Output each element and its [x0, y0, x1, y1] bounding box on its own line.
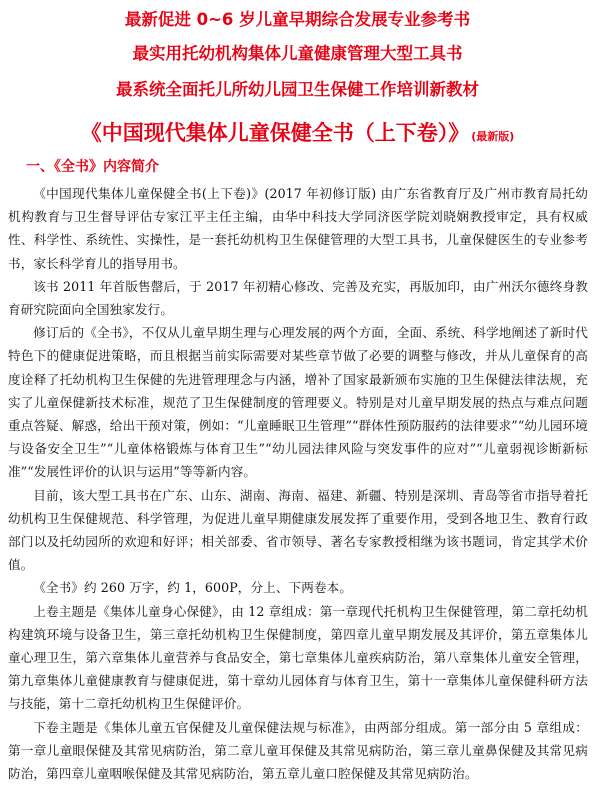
headline-2: 最实用托幼机构集体儿童健康管理大型工具书 [132, 44, 463, 63]
paragraph: 该书 2011 年首版售罄后，于 2017 年初精心修改、完善及充实，再版加印，由广州沃尔德终身教育研究院面向全国独家发行。 [8, 278, 588, 318]
paragraph: 目前，该大型工具书在广东、山东、湖南、海南、福建、新疆、特别是深圳、青岛等省市指导着托幼机构卫生保健规范、科学管理，为促进儿童早期健康发展发挥了重要作用，受到各地卫生、教育行政部门以及托幼园所的欢迎和好评；相关部委、省市领导、著名专家教授相继为该书题词，肯定其学术价值。 [8, 487, 588, 573]
paragraph: 下卷主题是《集体儿童五官保健及儿童保健法规与标准》，由两部分组成。第一部分由 5 章组成：第一章儿童眼保健及其常见病防治，第二章儿童耳保健及其常见病防治，第三章儿童鼻保健及其常见病防治，第四章儿童咽喉保健及其常见病防治，第五章儿童口腔保健及其常见病防治。 [8, 719, 588, 782]
headline-1: 最新促进 0~6 岁儿童早期综合发展专业参考书 [124, 10, 471, 29]
book-title: 《中国现代集体儿童保健全书（上下卷）》 [80, 121, 470, 145]
paragraph: 修订后的《全书》，不仅从儿童早期生理与心理发展的两个方面，全面、系统、科学地阐述了新时代特色下的健康促进策略，而且根据当前实际需要对某些章节做了必要的调整与修改，并从儿童保育的高度诠释了托幼机构卫生保健的先进管理理念与内涵，增补了国家最新颁布实施的卫生保健法律法规，充实了儿童保健新技术标准，规范了卫生保健制度的管理要义。特别是对儿童早期发展的热点与难点问题重点答疑、解惑，给出干预对策，例如：“儿童睡眠卫生管理”“群体性预防服药的法律要求”“幼儿园环境与设备安全卫生”“儿童体格锻炼与体育卫生”“幼儿园法律风险与突发事件的应对”“儿童弱视诊断新标准”“发展性评价的认识与运用”等等新内容。 [8, 325, 588, 480]
section-heading: 一、《全书》内容简介 [26, 159, 159, 175]
body-text [8, 182, 588, 785]
paragraph: 《中国现代集体儿童保健全书(上下卷)》(2017 年初修订版) 由广东省教育厅及广州市教育局托幼机构教育与卫生督导评估专家江平主任主编，由华中科技大学同济医学院刘晓娴教授审定，具有权威性、科学性、系统性、实操性，是一套托幼机构卫生保健管理的大型工具书，儿童保健医生的专业参考书，家长科学育儿的指导用书。 [8, 186, 588, 271]
paragraph: 上卷主题是《集体儿童身心保健》，由 12 章组成：第一章现代托机构卫生保健管理，第二章托幼机构建筑环境与设备卫生，第三章托幼机构卫生保健制度，第四章儿童早期发展及其评价，第五章集体儿童心理卫生，第六章集体儿童营养与食品安全，第七章集体儿童疾病防治，第八章集体儿童安全管理，第九章集体儿童健康教育与健康促进，第十章幼儿园体育与体育卫生，第十一章集体儿童保健科研方法与技能，第十二章托幼机构卫生保健评价。 [8, 603, 588, 712]
headline-3: 最系统全面托儿所幼儿园卫生保健工作培训新教材 [116, 80, 479, 99]
paragraph: 《全书》约 260 万字，约 1，600P，分上、下两卷本。 [33, 580, 353, 596]
edition-label: (最新版) [471, 130, 515, 143]
book-title-line [0, 120, 595, 150]
